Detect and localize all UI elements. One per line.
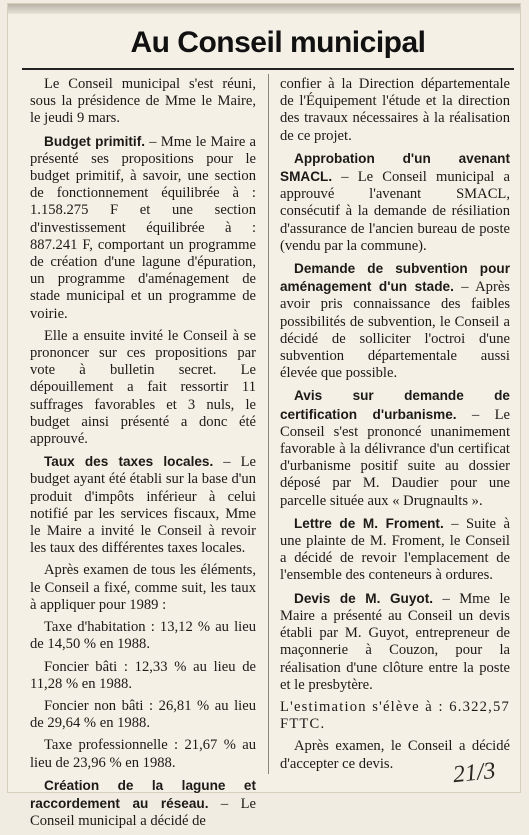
urbanisme-text: – Le Conseil s'est prononcé unanimement favorable à la délivrance d'un certificat d'urbanisme positif suite au dossier déposé par M. Daudier pour une parcelle située aux « Drugnaults ». xyxy=(280,406,510,509)
taux-text: – Le budget ayant été établi sur la base d'un produit d'impôts inférieur à celui notifié par les services fiscaux, Mme le Maire a invité le Conseil à revoir les taux des différentes taxes locales. xyxy=(30,454,256,557)
guyot-decision: Après examen, le Conseil a décidé d'accepter ce devis. xyxy=(280,738,510,772)
urbanisme-heading: Avis sur demande de certification d'urbanisme. xyxy=(280,388,510,422)
lagune-text: – Le Conseil municipal a décidé de xyxy=(30,795,256,830)
smacl-heading: Approbation d'un avenant SMACL. xyxy=(280,150,510,185)
lagune-paragraph xyxy=(30,777,256,831)
taxe-pro-line: Taxe professionnelle : 21,67 % au lieu de 23,96 % en 1988. xyxy=(30,737,256,771)
taxe-habitation-line: Taxe d'habitation : 13,12 % au lieu de 14,50 % en 1988. xyxy=(30,619,256,653)
torn-top-edge xyxy=(8,4,520,14)
froment-paragraph xyxy=(280,515,510,585)
stade-text: – Après avoir pris connaissance des faibles possibilités de subvention, le Conseil a décidé de solliciter l'octroi d'une subvention départementale aussi élevée que possible. xyxy=(280,279,510,382)
left-column xyxy=(30,76,256,835)
title-rule xyxy=(22,68,514,70)
article-title: Au Conseil municipal xyxy=(130,26,426,59)
foncier-non-bati-line: Foncier non bâti : 26,81 % au lieu de 29,64 % en 1988. xyxy=(30,697,256,732)
guyot-text: – Mme le Maire a présenté au Conseil un devis établi par M. Guyot, entrepreneur de maçonnerie à Couzon, pour la réalisation d'une clôture entre la poste et le presbytère. xyxy=(280,590,510,693)
froment-heading: Lettre de M. Froment. xyxy=(294,515,444,531)
stade-paragraph xyxy=(280,260,510,382)
budget-vote-paragraph: Elle a ensuite invité le Conseil à se prononcer sur ces propositions par vote à bulletin secret. Le dépouillement a fait ressortir 11 suffrages favorables et 3 nuls, le budget ainsi présenté a donc été approuvé. xyxy=(30,327,256,448)
lagune-continuation: confier à la Direction départementale de l'Équipement l'étude et la direction des travaux nécessaires à la réalisation de ce projet. xyxy=(280,76,510,144)
taux-heading: Taux des taxes locales. xyxy=(44,454,214,470)
intro-paragraph: Le Conseil municipal s'est réuni, sous la présidence de Mme le Maire, le jeudi 9 mars. xyxy=(30,76,256,127)
froment-text: – Suite à une plainte de M. Froment, le Conseil a décidé de revoir l'emplacement de l'ensemble des conteneurs à ordures. xyxy=(280,515,510,584)
guyot-heading: Devis de M. Guyot. xyxy=(294,590,434,606)
guyot-paragraph xyxy=(280,590,510,694)
handwritten-date-mark: 21/3 xyxy=(452,757,498,789)
budget-text: – Mme le Maire a présenté ses propositions pour le budget primitif, à savoir, une section de fonctionnement équilibrée à : 1.158.275 F et une section d'investissement équilibrée à : 887.241 F, comportant un programme de création d'une lagune d'épuration, un programme d'aménagement de stade municipal et un programme de voirie. xyxy=(30,133,256,322)
newspaper-clipping xyxy=(8,4,520,830)
smacl-text: – Le Conseil municipal a approuvé l'avenant SMACL, consécutif à la demande de résiliation d'assurance de l'ancien bureau de poste (vendu par la commune). xyxy=(280,169,510,254)
urbanisme-paragraph xyxy=(280,387,510,509)
column-divider xyxy=(268,74,269,774)
taux-exam-paragraph: Après examen de tous les éléments, le Conseil a fixé, comme suit, les taux à appliquer pour 1989 : xyxy=(30,562,256,613)
stade-heading: Demande de subvention pour aménagement d'un stade. xyxy=(280,261,510,295)
smacl-paragraph xyxy=(280,150,510,255)
foncier-bati-line: Foncier bâti : 12,33 % au lieu de 11,28 % en 1988. xyxy=(30,658,256,692)
guyot-estimation: L'estimation s'élève à : 6.322,57 FTTC. xyxy=(280,698,510,733)
taux-paragraph xyxy=(30,453,256,557)
budget-heading: Budget primitif. xyxy=(44,133,145,149)
lagune-heading: Création de la lagune et raccordement au réseau. xyxy=(30,777,256,811)
right-column xyxy=(280,76,510,778)
budget-paragraph xyxy=(30,133,256,323)
